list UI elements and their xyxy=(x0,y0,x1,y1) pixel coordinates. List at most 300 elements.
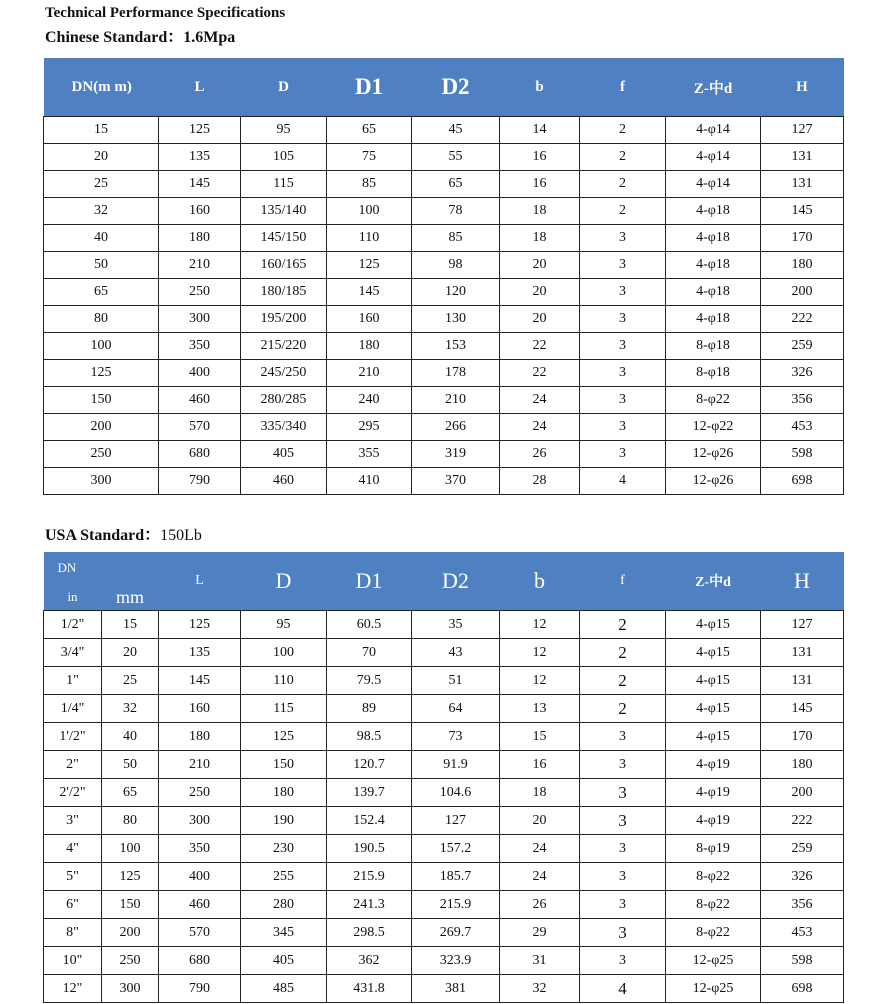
cell-f: 2 xyxy=(580,144,666,171)
cell-dn: 65 xyxy=(44,279,159,306)
col-header-f: f xyxy=(580,58,666,117)
cell-d2: 85 xyxy=(412,225,500,252)
cell-f: 3 xyxy=(580,333,666,360)
cell-h: 222 xyxy=(761,807,844,835)
cell-l: 460 xyxy=(159,891,241,919)
cell-b: 26 xyxy=(500,891,580,919)
col-header-zd: Z-中d xyxy=(666,58,761,117)
cell-d1: 410 xyxy=(327,468,412,495)
cell-f: 2 xyxy=(580,639,666,667)
cell-d: 215/220 xyxy=(241,333,327,360)
table-row xyxy=(44,723,844,751)
cell-dn-mm: 200 xyxy=(102,919,159,947)
cell-f: 3 xyxy=(580,387,666,414)
cell-f: 3 xyxy=(580,807,666,835)
table-row xyxy=(44,947,844,975)
cell-b: 22 xyxy=(500,333,580,360)
cell-h: 259 xyxy=(761,333,844,360)
cell-f: 3 xyxy=(580,723,666,751)
cell-d: 115 xyxy=(241,695,327,723)
usa-standard-name: USA Standard： xyxy=(45,527,161,544)
cell-zd: 4-φ15 xyxy=(666,695,761,723)
chinese-standard-label: Chinese Standard：1.6Mpa xyxy=(45,29,236,46)
table-row xyxy=(44,779,844,807)
cell-d1: 65 xyxy=(327,117,412,144)
cell-b: 20 xyxy=(500,306,580,333)
table-row xyxy=(44,279,844,306)
table-row xyxy=(44,117,844,144)
cell-b: 31 xyxy=(500,947,580,975)
cell-d1: 139.7 xyxy=(327,779,412,807)
table-row xyxy=(44,863,844,891)
cell-b: 26 xyxy=(500,441,580,468)
cell-l: 790 xyxy=(159,468,241,495)
col-header-h: H xyxy=(761,552,844,611)
cell-h: 145 xyxy=(761,695,844,723)
cell-h: 698 xyxy=(761,468,844,495)
cell-d: 180/185 xyxy=(241,279,327,306)
cell-l: 350 xyxy=(159,333,241,360)
cell-dn-mm: 80 xyxy=(102,807,159,835)
usa-standard-value: 150Lb xyxy=(160,527,202,544)
cell-zd: 4-φ18 xyxy=(666,252,761,279)
cell-l: 300 xyxy=(159,807,241,835)
cell-h: 200 xyxy=(761,779,844,807)
cell-dn-in: 1/2" xyxy=(44,611,102,639)
table-row xyxy=(44,975,844,1003)
cell-l: 350 xyxy=(159,835,241,863)
col-header-dn: DN(m m) xyxy=(44,58,159,117)
cell-b: 16 xyxy=(500,144,580,171)
cell-dn-mm: 100 xyxy=(102,835,159,863)
cell-h: 259 xyxy=(761,835,844,863)
cell-d2: 269.7 xyxy=(412,919,500,947)
cell-b: 24 xyxy=(500,863,580,891)
cell-d: 135/140 xyxy=(241,198,327,225)
cell-f: 2 xyxy=(580,171,666,198)
cell-d2: 104.6 xyxy=(412,779,500,807)
cell-d1: 98.5 xyxy=(327,723,412,751)
cell-l: 145 xyxy=(159,171,241,198)
table-row xyxy=(44,611,844,639)
cell-d2: 65 xyxy=(412,171,500,198)
cell-l: 180 xyxy=(159,723,241,751)
col-header-in: in xyxy=(44,584,102,611)
cell-d: 190 xyxy=(241,807,327,835)
cell-d: 95 xyxy=(241,117,327,144)
table-row xyxy=(44,441,844,468)
cell-l: 460 xyxy=(159,387,241,414)
cell-dn-in: 2" xyxy=(44,751,102,779)
cell-d: 460 xyxy=(241,468,327,495)
col-header-mm: mm xyxy=(102,584,159,611)
cell-zd: 4-φ15 xyxy=(666,611,761,639)
cell-b: 13 xyxy=(500,695,580,723)
cell-f: 3 xyxy=(580,751,666,779)
cell-dn-mm: 40 xyxy=(102,723,159,751)
cell-f: 3 xyxy=(580,919,666,947)
cell-d1: 180 xyxy=(327,333,412,360)
table-header-row xyxy=(44,552,844,584)
cell-l: 160 xyxy=(159,695,241,723)
cell-f: 4 xyxy=(580,468,666,495)
cell-zd: 4-φ15 xyxy=(666,723,761,751)
cell-dn-in: 8" xyxy=(44,919,102,947)
col-header-b: b xyxy=(500,552,580,611)
cell-dn-in: 2'/2" xyxy=(44,779,102,807)
cell-d1: 120.7 xyxy=(327,751,412,779)
table-row xyxy=(44,252,844,279)
cell-d: 150 xyxy=(241,751,327,779)
cell-l: 790 xyxy=(159,975,241,1003)
cell-l: 210 xyxy=(159,252,241,279)
cell-dn-mm: 150 xyxy=(102,891,159,919)
col-header-d2: D2 xyxy=(412,58,500,117)
cell-d2: 381 xyxy=(412,975,500,1003)
cell-l: 570 xyxy=(159,414,241,441)
cell-l: 125 xyxy=(159,117,241,144)
cell-dn: 300 xyxy=(44,468,159,495)
cell-h: 200 xyxy=(761,279,844,306)
cell-zd: 8-φ19 xyxy=(666,835,761,863)
cell-zd: 8-φ22 xyxy=(666,919,761,947)
cell-d: 280 xyxy=(241,891,327,919)
cell-d2: 370 xyxy=(412,468,500,495)
cell-d: 105 xyxy=(241,144,327,171)
cell-h: 127 xyxy=(761,117,844,144)
cell-dn-mm: 25 xyxy=(102,667,159,695)
cell-dn-mm: 125 xyxy=(102,863,159,891)
cell-b: 20 xyxy=(500,807,580,835)
cell-dn-in: 12" xyxy=(44,975,102,1003)
cell-dn-in: 3" xyxy=(44,807,102,835)
cell-dn-mm: 250 xyxy=(102,947,159,975)
cell-dn-in: 5" xyxy=(44,863,102,891)
cell-b: 12 xyxy=(500,667,580,695)
cell-b: 18 xyxy=(500,225,580,252)
cell-d2: 98 xyxy=(412,252,500,279)
table-row xyxy=(44,639,844,667)
table-row xyxy=(44,171,844,198)
table-row xyxy=(44,835,844,863)
cell-d1: 210 xyxy=(327,360,412,387)
cell-l: 300 xyxy=(159,306,241,333)
cell-l: 145 xyxy=(159,667,241,695)
cell-d2: 215.9 xyxy=(412,891,500,919)
cell-f: 3 xyxy=(580,947,666,975)
cell-b: 32 xyxy=(500,975,580,1003)
cell-l: 135 xyxy=(159,144,241,171)
cell-d2: 78 xyxy=(412,198,500,225)
col-header-dn: DN xyxy=(44,552,159,584)
col-header-d: D xyxy=(241,552,327,611)
cell-h: 698 xyxy=(761,975,844,1003)
cell-f: 2 xyxy=(580,611,666,639)
cell-h: 326 xyxy=(761,360,844,387)
table-row xyxy=(44,225,844,252)
cell-d1: 241.3 xyxy=(327,891,412,919)
chinese-standard-table xyxy=(43,58,844,495)
cell-dn: 250 xyxy=(44,441,159,468)
cell-h: 180 xyxy=(761,252,844,279)
cell-dn-in: 4" xyxy=(44,835,102,863)
cell-d1: 110 xyxy=(327,225,412,252)
cell-f: 3 xyxy=(580,414,666,441)
cell-d: 180 xyxy=(241,779,327,807)
cell-f: 3 xyxy=(580,835,666,863)
cell-zd: 4-φ14 xyxy=(666,117,761,144)
cell-d2: 35 xyxy=(412,611,500,639)
cell-d1: 295 xyxy=(327,414,412,441)
cell-l: 250 xyxy=(159,779,241,807)
cell-zd: 8-φ22 xyxy=(666,891,761,919)
cell-d: 230 xyxy=(241,835,327,863)
cell-d: 485 xyxy=(241,975,327,1003)
cell-b: 16 xyxy=(500,171,580,198)
col-header-d1: D1 xyxy=(327,552,412,611)
cell-zd: 4-φ19 xyxy=(666,779,761,807)
cell-l: 400 xyxy=(159,360,241,387)
cell-h: 453 xyxy=(761,919,844,947)
cell-l: 210 xyxy=(159,751,241,779)
cell-zd: 8-φ18 xyxy=(666,333,761,360)
cell-h: 356 xyxy=(761,387,844,414)
cell-l: 180 xyxy=(159,225,241,252)
cell-l: 250 xyxy=(159,279,241,306)
cell-b: 24 xyxy=(500,835,580,863)
cell-zd: 8-φ22 xyxy=(666,863,761,891)
cell-h: 326 xyxy=(761,863,844,891)
cell-d1: 160 xyxy=(327,306,412,333)
cell-d: 345 xyxy=(241,919,327,947)
table-row xyxy=(44,387,844,414)
cell-dn-mm: 15 xyxy=(102,611,159,639)
cell-d1: 70 xyxy=(327,639,412,667)
cell-d2: 73 xyxy=(412,723,500,751)
cell-d2: 185.7 xyxy=(412,863,500,891)
cell-d1: 215.9 xyxy=(327,863,412,891)
cell-d: 145/150 xyxy=(241,225,327,252)
table-row xyxy=(44,468,844,495)
cell-d: 280/285 xyxy=(241,387,327,414)
cell-h: 131 xyxy=(761,639,844,667)
cell-d2: 157.2 xyxy=(412,835,500,863)
cell-l: 680 xyxy=(159,441,241,468)
cell-h: 131 xyxy=(761,667,844,695)
cell-zd: 12-φ25 xyxy=(666,975,761,1003)
cell-dn: 20 xyxy=(44,144,159,171)
cell-dn: 200 xyxy=(44,414,159,441)
cell-d: 100 xyxy=(241,639,327,667)
cell-d: 110 xyxy=(241,667,327,695)
cell-l: 680 xyxy=(159,947,241,975)
cell-dn-in: 1'/2" xyxy=(44,723,102,751)
table-row xyxy=(44,414,844,441)
cell-d1: 75 xyxy=(327,144,412,171)
cell-d1: 145 xyxy=(327,279,412,306)
cell-dn-mm: 65 xyxy=(102,779,159,807)
table-row xyxy=(44,807,844,835)
cell-d: 115 xyxy=(241,171,327,198)
table-row xyxy=(44,695,844,723)
cell-h: 180 xyxy=(761,751,844,779)
cell-zd: 8-φ22 xyxy=(666,387,761,414)
cell-f: 2 xyxy=(580,198,666,225)
cell-zd: 8-φ18 xyxy=(666,360,761,387)
cell-zd: 4-φ18 xyxy=(666,279,761,306)
cell-zd: 12-φ22 xyxy=(666,414,761,441)
cell-d2: 153 xyxy=(412,333,500,360)
cell-d1: 125 xyxy=(327,252,412,279)
cell-l: 570 xyxy=(159,919,241,947)
usa-standard-label xyxy=(45,522,202,545)
cell-h: 170 xyxy=(761,723,844,751)
cell-f: 3 xyxy=(580,779,666,807)
cell-f: 3 xyxy=(580,252,666,279)
cell-d2: 64 xyxy=(412,695,500,723)
cell-h: 170 xyxy=(761,225,844,252)
cell-d2: 51 xyxy=(412,667,500,695)
cell-l: 400 xyxy=(159,863,241,891)
cell-d: 125 xyxy=(241,723,327,751)
cell-zd: 12-φ26 xyxy=(666,468,761,495)
cell-d1: 355 xyxy=(327,441,412,468)
table-row xyxy=(44,667,844,695)
cell-dn: 80 xyxy=(44,306,159,333)
cell-d2: 266 xyxy=(412,414,500,441)
cell-zd: 4-φ18 xyxy=(666,225,761,252)
cell-dn-mm: 50 xyxy=(102,751,159,779)
cell-dn-in: 1" xyxy=(44,667,102,695)
cell-f: 3 xyxy=(580,891,666,919)
page-title: Technical Performance Specifications xyxy=(45,5,286,21)
cell-d2: 45 xyxy=(412,117,500,144)
cell-d2: 178 xyxy=(412,360,500,387)
cell-d: 405 xyxy=(241,441,327,468)
table-row xyxy=(44,144,844,171)
table-row xyxy=(44,306,844,333)
col-header-zd: Z-中d xyxy=(666,552,761,611)
col-header-d1: D1 xyxy=(327,58,412,117)
cell-d: 195/200 xyxy=(241,306,327,333)
cell-zd: 4-φ14 xyxy=(666,171,761,198)
col-header-b: b xyxy=(500,58,580,117)
cell-zd: 12-φ26 xyxy=(666,441,761,468)
cell-d1: 85 xyxy=(327,171,412,198)
cell-h: 356 xyxy=(761,891,844,919)
cell-f: 3 xyxy=(580,279,666,306)
cell-zd: 4-φ15 xyxy=(666,639,761,667)
cell-f: 2 xyxy=(580,695,666,723)
cell-d1: 431.8 xyxy=(327,975,412,1003)
cell-zd: 4-φ18 xyxy=(666,306,761,333)
cell-f: 3 xyxy=(580,306,666,333)
cell-l: 160 xyxy=(159,198,241,225)
col-header-d2: D2 xyxy=(412,552,500,611)
cell-dn: 40 xyxy=(44,225,159,252)
cell-dn-mm: 32 xyxy=(102,695,159,723)
cell-d: 160/165 xyxy=(241,252,327,279)
cell-dn-in: 1/4" xyxy=(44,695,102,723)
cell-f: 2 xyxy=(580,117,666,144)
cell-zd: 4-φ19 xyxy=(666,751,761,779)
cell-d: 335/340 xyxy=(241,414,327,441)
cell-dn: 100 xyxy=(44,333,159,360)
cell-dn-mm: 300 xyxy=(102,975,159,1003)
cell-d2: 91.9 xyxy=(412,751,500,779)
col-header-h: H xyxy=(761,58,844,117)
col-header-l: L xyxy=(159,58,241,117)
cell-d2: 319 xyxy=(412,441,500,468)
cell-b: 28 xyxy=(500,468,580,495)
cell-dn: 15 xyxy=(44,117,159,144)
cell-b: 15 xyxy=(500,723,580,751)
cell-d1: 240 xyxy=(327,387,412,414)
cell-b: 18 xyxy=(500,779,580,807)
cell-d2: 120 xyxy=(412,279,500,306)
cell-b: 24 xyxy=(500,387,580,414)
cell-f: 4 xyxy=(580,975,666,1003)
cell-b: 14 xyxy=(500,117,580,144)
cell-h: 598 xyxy=(761,441,844,468)
cell-d1: 79.5 xyxy=(327,667,412,695)
cell-b: 24 xyxy=(500,414,580,441)
cell-d2: 55 xyxy=(412,144,500,171)
cell-d: 405 xyxy=(241,947,327,975)
cell-dn-in: 3/4" xyxy=(44,639,102,667)
cell-b: 20 xyxy=(500,252,580,279)
cell-dn: 150 xyxy=(44,387,159,414)
cell-b: 29 xyxy=(500,919,580,947)
cell-b: 16 xyxy=(500,751,580,779)
col-header-f: f xyxy=(580,552,666,611)
cell-d: 245/250 xyxy=(241,360,327,387)
cell-h: 222 xyxy=(761,306,844,333)
cell-d: 95 xyxy=(241,611,327,639)
table-header-row xyxy=(44,58,844,117)
cell-zd: 4-φ19 xyxy=(666,807,761,835)
cell-zd: 12-φ25 xyxy=(666,947,761,975)
cell-h: 145 xyxy=(761,198,844,225)
cell-h: 453 xyxy=(761,414,844,441)
cell-dn-mm: 20 xyxy=(102,639,159,667)
cell-d1: 190.5 xyxy=(327,835,412,863)
cell-b: 18 xyxy=(500,198,580,225)
cell-dn-in: 6" xyxy=(44,891,102,919)
cell-d2: 43 xyxy=(412,639,500,667)
cell-d2: 127 xyxy=(412,807,500,835)
cell-f: 3 xyxy=(580,225,666,252)
cell-f: 3 xyxy=(580,441,666,468)
cell-d1: 60.5 xyxy=(327,611,412,639)
cell-h: 127 xyxy=(761,611,844,639)
cell-h: 131 xyxy=(761,144,844,171)
table-row xyxy=(44,360,844,387)
cell-f: 3 xyxy=(580,360,666,387)
cell-d2: 130 xyxy=(412,306,500,333)
table-row xyxy=(44,198,844,225)
cell-d1: 362 xyxy=(327,947,412,975)
cell-dn-in: 10" xyxy=(44,947,102,975)
table-row xyxy=(44,333,844,360)
cell-zd: 4-φ15 xyxy=(666,667,761,695)
cell-b: 20 xyxy=(500,279,580,306)
cell-d: 255 xyxy=(241,863,327,891)
col-header-l: L xyxy=(159,552,241,611)
cell-b: 12 xyxy=(500,639,580,667)
cell-b: 12 xyxy=(500,611,580,639)
table-row xyxy=(44,751,844,779)
